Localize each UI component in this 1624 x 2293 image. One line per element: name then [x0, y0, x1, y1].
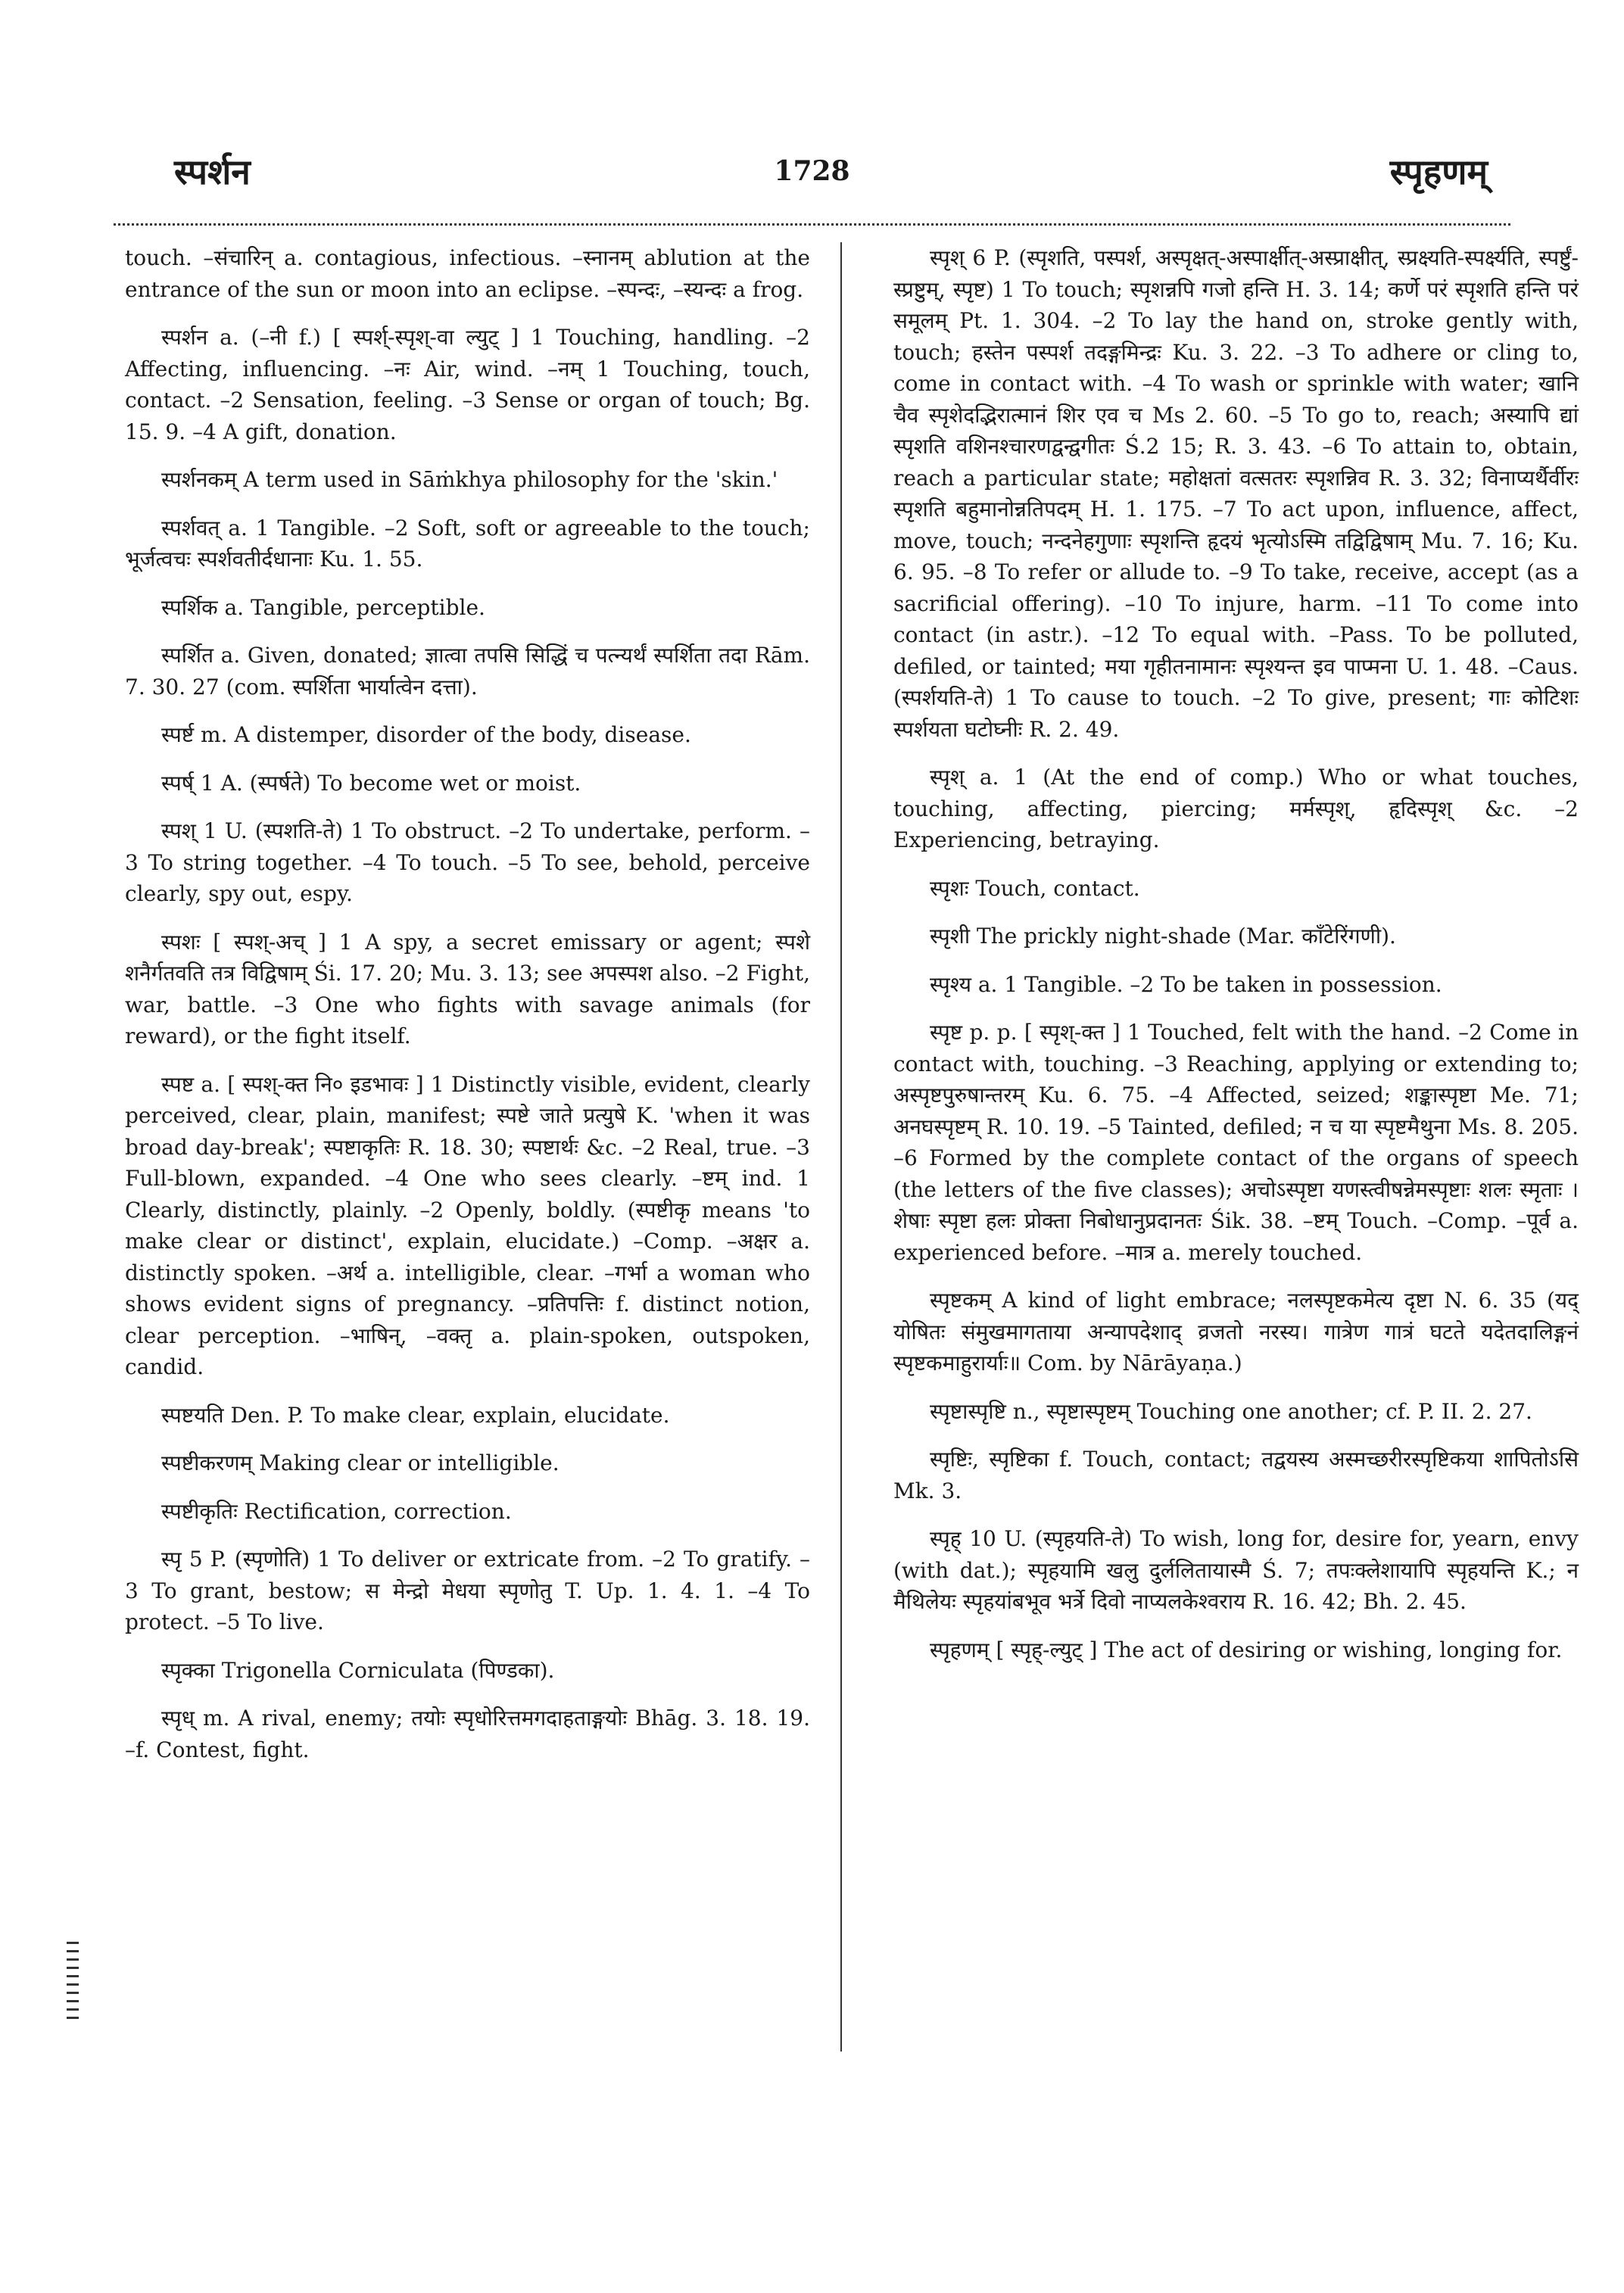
dictionary-entry: स्पष्टीकृतिः Rectification, correction.	[161, 1498, 512, 1524]
dictionary-entry: स्पृष्टिः, स्पृष्टिका f. Touch, contact; तद्वयस्य अस्मच्छरीरस्पृष्टिकया शापितोऽसि Mk. 3.	[893, 1447, 1579, 1503]
left-column	[125, 242, 810, 1782]
margin-scan-mark	[67, 1942, 79, 2025]
header-rule	[114, 223, 1510, 226]
dictionary-entry: स्पर्शन a. (–नी f.) [ स्पर्श्-स्पृश्-वा ल्युट् ] 1 Touching, handling. –2 Affecting, influencing. –नः Air, wind. –नम् 1 Touching, touch, contact. –2 Sensation, feeling. –3 Sense or organ of touch; Bg. 15. 9. –4 A gift, donation.	[125, 325, 810, 444]
dictionary-entry: स्पर्शवत् a. 1 Tangible. –2 Soft, soft or agreeable to the touch; भूर्जत्वचः स्पर्शवतीर्दधानाः Ku. 1. 55.	[125, 515, 810, 572]
dictionary-entry: स्पशः [ स्पश्-अच् ] 1 A spy, a secret emissary or agent; स्पशे शनैर्गतवति तत्र विद्विषाम् Śi. 17. 20; Mu. 3. 13; see अपस्पश also. –2 Fight, war, battle. –3 One who fights with savage animals (for reward), or the fight itself.	[125, 929, 810, 1048]
dictionary-entry: स्पृ 5 P. (स्पृणोति) 1 To deliver or extricate from. –2 To gratify. –3 To grant, bestow; स मेन्द्रो मेधया स्पृणोतु T. Up. 1. 4. 1. –4 To protect. –5 To live.	[125, 1547, 810, 1634]
dictionary-entry: स्पृष्ट p. p. [ स्पृश्-क्त ] 1 Touched, felt with the hand. –2 Come in contact with, touching. –3 Reaching, applying or extending to; अस्पृष्टपुरुषान्तरम् Ku. 6. 75. –4 Affected, seized; शङ्कास्पृष्टा Me. 71; अनघस्पृष्टम् R. 10. 19. –5 Tainted, defiled; न च या स्पृष्टमैथुना Ms. 8. 205. –6 Formed by the complete contact of the organs of speech (the letters of the five classes); अचोऽस्पृष्टा यणस्त्वीषन्नेमस्पृष्टाः शलः स्मृताः । शेषाः स्पृष्टा हलः प्रोक्ता निबोधानुप्रदानतः Śik. 38. –ष्टम् Touch. –Comp. –पूर्व a. experienced before. –मात्र a. merely touched.	[893, 1020, 1579, 1265]
dictionary-entry: स्पृह् 10 U. (स्पृहयति-ते) To wish, long for, desire for, yearn, envy (with dat.); स्पृहयामि खलु दुर्ललितायास्मै Ś. 7; तपःक्लेशायापि स्पृहयन्ति K.; न मैथिलेयः स्पृहयांबभूव भर्त्रे दिवो नाप्यलकेश्वराय R. 16. 42; Bh. 2. 45.	[893, 1526, 1579, 1614]
dictionary-entry: स्पृश्य a. 1 Tangible. –2 To be taken in possession.	[930, 971, 1442, 997]
dictionary-entry: स्पृश् a. 1 (At the end of comp.) Who or what touches, touching, affecting, piercing; मर्मस्पृश्, हृदिस्पृश् &c. –2 Experiencing, betraying.	[893, 765, 1579, 852]
dictionary-entry: स्पष्टीकरणम् Making clear or intelligible.	[161, 1450, 560, 1475]
dictionary-entry: स्पृहणम् [ स्पृह्-ल्युट् ] The act of desiring or wishing, longing for.	[930, 1637, 1563, 1662]
dictionary-entry: स्पृश् 6 P. (स्पृशति, पस्पर्श, अस्पृक्षत्-अस्पार्क्षीत्-अस्प्राक्षीत्, स्प्रक्ष्यति-स्पर्क्ष्यति, स्पर्ष्टुं-स्प्रष्टुम्, स्पृष्ट) 1 To touch; स्पृशन्नपि गजो हन्ति H. 3. 14; कर्णे परं स्पृशति हन्ति परं समूलम् Pt. 1. 304. –2 To lay the hand on, stroke gently with, touch; हस्तेन पस्पर्श तदङ्गमिन्द्रः Ku. 3. 22. –3 To adhere or cling to, come in contact with. –4 To wash or sprinkle with water; खानि चैव स्पृशेदद्भिरात्मानं शिर एव च Ms 2. 60. –5 To go to, reach; अस्यापि द्यां स्पृशति वशिनश्चारणद्वन्द्वगीतः Ś.2 15; R. 3. 43. –6 To attain to, obtain, reach a particular state; महोक्षतां वत्सतरः स्पृशन्निव R. 3. 32; विनाप्यर्थैर्वीरः स्पृशति बहुमानोन्नतिपदम् H. 1. 175. –7 To act upon, influence, affect, move, touch; नन्दनेहगुणाः स्पृशन्ति हृदयं भृत्योऽस्मि तद्विद्विषाम् Mu. 7. 16; Ku. 6. 95. –8 To refer or allude to. –9 To take, receive, accept (as a sacrificial offering). –10 To injure, harm. –11 To come into contact (in astr.). –12 To equal with. –Pass. To be polluted, defiled, or tainted; मया गृहीतनामानः स्पृश्यन्त इव पाप्मना U. 1. 48. –Caus. (स्पर्शयति-ते) 1 To cause to touch. –2 To give, present; गाः कोटिशः स्पर्शयता घटोघ्नीः R. 2. 49.	[893, 245, 1579, 742]
dictionary-entry: स्पश् 1 U. (स्पशति-ते) 1 To obstruct. –2 To undertake, perform. –3 To string together. –4 To touch. –5 To see, behold, perceive clearly, spy out, espy.	[125, 818, 810, 906]
dictionary-entry: स्पर्ष् 1 A. (स्पर्षते) To become wet or moist.	[161, 770, 581, 796]
dictionary-entry: स्पृशः Touch, contact.	[930, 875, 1140, 901]
guide-word-left: स्पर्शन	[174, 151, 251, 192]
dictionary-entry: स्पृध् m. A rival, enemy; तयोः स्पृधोरित्तमगदाहताङ्गयोः Bhāg. 3. 18. 19. –f. Contest, fight.	[125, 1706, 810, 1762]
dictionary-entry: स्पृष्टास्पृष्टि n., स्पृष्टास्पृष्टम् Touching one another; cf. P. II. 2. 27.	[930, 1398, 1532, 1424]
page-header	[114, 132, 1510, 216]
column-divider	[840, 242, 842, 2052]
page-number: 1728	[774, 155, 850, 187]
guide-word-right: स्पृहणम्	[1389, 151, 1488, 192]
dictionary-entry: स्पर्शिक a. Tangible, perceptible.	[161, 594, 485, 620]
dictionary-entry: स्पृष्टकम् A kind of light embrace; नलस्पृष्टकमेत्य दृष्टा N. 6. 35 (यद् योषितः संमुखमागताया अन्यापदेशाद् व्रजतो नरस्य। गात्रेण गात्रं घटते यदेतदालिङ्गनं स्पृष्टकमाहुरार्याः॥ Com. by Nārāyaṇa.)	[893, 1288, 1579, 1375]
dictionary-entry: स्पष्टयति Den. P. To make clear, explain, elucidate.	[161, 1402, 670, 1428]
dictionary-entry: स्पृशी The prickly night-shade (Mar. काँटेरिंगणी).	[930, 924, 1396, 949]
right-column	[893, 242, 1579, 1682]
dictionary-entry: स्पर्ष्ट m. A distemper, disorder of the body, disease.	[161, 722, 691, 747]
dictionary-entry: स्पर्शनकम् A term used in Sāṁkhya philosophy for the 'skin.'	[161, 467, 778, 492]
dictionary-entry: touch. –संचारिन् a. contagious, infectious. –स्नानम् ablution at the entrance of the sun or moon into an eclipse. –स्पन्दः, –स्यन्दः a frog.	[125, 245, 810, 302]
dictionary-entry: स्पर्शित a. Given, donated; ज्ञात्वा तपसि सिद्धिं च पत्न्यर्थं स्पर्शिता तदा Rām. 7. 30. 27 (com. स्पर्शिता भार्यात्वेन दत्ता).	[125, 643, 810, 699]
dictionary-entry: स्पष्ट a. [ स्पश्-क्त नि० इडभावः ] 1 Distinctly visible, evident, clearly perceived, clear, plain, manifest; स्पष्टे जाते प्रत्युषे K. 'when it was broad day-break'; स्पष्टाकृतिः R. 18. 30; स्पष्टार्थः &c. –2 Real, true. –3 Full-blown, expanded. –4 One who sees clearly. –ष्टम् ind. 1 Clearly, distinctly, plainly. –2 Openly, boldly. (स्पष्टीकृ means 'to make clear or distinct', explain, elucidate.) –Comp. –अक्षर a. distinctly spoken. –अर्थ a. intelligible, clear. –गर्भा a woman who shows evident signs of pregnancy. –प्रतिपत्तिः f. distinct notion, clear perception. –भाषिन्, –वक्तृ a. plain-spoken, outspoken, candid.	[125, 1071, 810, 1379]
dictionary-entry: स्पृक्का Trigonella Corniculata (पिण्डका).	[161, 1657, 555, 1683]
